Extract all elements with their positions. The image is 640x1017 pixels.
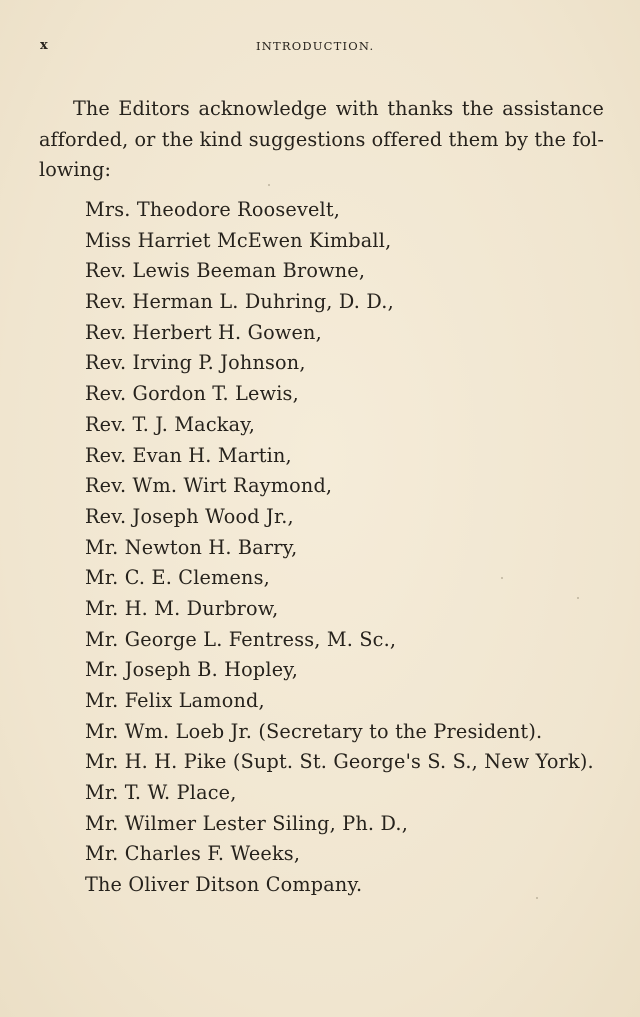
intro-paragraph: The Editors acknowledge with thanks the assistance afforded, or the kind suggestions offered them by the fol-lowing:	[39, 97, 604, 182]
paper-speck	[577, 597, 579, 599]
list-item: Mrs. Theodore Roosevelt,	[85, 198, 341, 221]
list-item: Mr. Wm. Loeb Jr. (Secretary to the President).	[85, 719, 543, 743]
list-item: Mr. Wilmer Lester Siling, Ph. D.,	[85, 811, 409, 835]
list-item: Miss Harriet McEwen Kimball,	[85, 228, 392, 252]
list-item: Rev. Lewis Beeman Browne,	[85, 259, 366, 283]
list-item: Mr. H. H. Pike (Supt. St. George's S. S., New York).	[85, 750, 594, 774]
list-item: Mr. Charles F. Weeks,	[85, 842, 301, 866]
list-item: Mr. H. M. Durbrow,	[85, 596, 279, 620]
list-item: Mr. Joseph B. Hopley,	[85, 658, 299, 682]
paper-speck	[501, 577, 503, 579]
list-item: Rev. Joseph Wood Jr.,	[85, 504, 294, 528]
list-item: Rev. Gordon T. Lewis,	[85, 382, 299, 406]
list-item: Mr. George L. Fentress, M. Sc.,	[85, 627, 397, 651]
running-head-title: INTRODUCTION.	[256, 39, 375, 53]
list-item: Rev. T. J. Mackay,	[85, 412, 256, 436]
list-item: Rev. Herbert H. Gowen,	[85, 320, 322, 344]
list-item: Rev. Herman L. Duhring, D. D.,	[85, 290, 394, 314]
list-item: Mr. C. E. Clemens,	[85, 566, 270, 590]
paper-speck	[268, 184, 270, 186]
list-item: Mr. Newton H. Barry,	[85, 535, 298, 559]
list-item: Rev. Wm. Wirt Raymond,	[85, 474, 333, 498]
list-item: Rev. Irving P. Johnson,	[85, 351, 306, 375]
list-item: Rev. Evan H. Martin,	[85, 443, 292, 467]
list-item: The Oliver Ditson Company.	[85, 873, 363, 897]
list-item: Mr. T. W. Place,	[85, 781, 237, 805]
acknowledgement-list	[85, 195, 625, 901]
list-item: Mr. Felix Lamond,	[85, 689, 265, 712]
page-number: x	[40, 38, 49, 53]
running-head	[40, 38, 600, 58]
paper-speck	[536, 897, 538, 899]
